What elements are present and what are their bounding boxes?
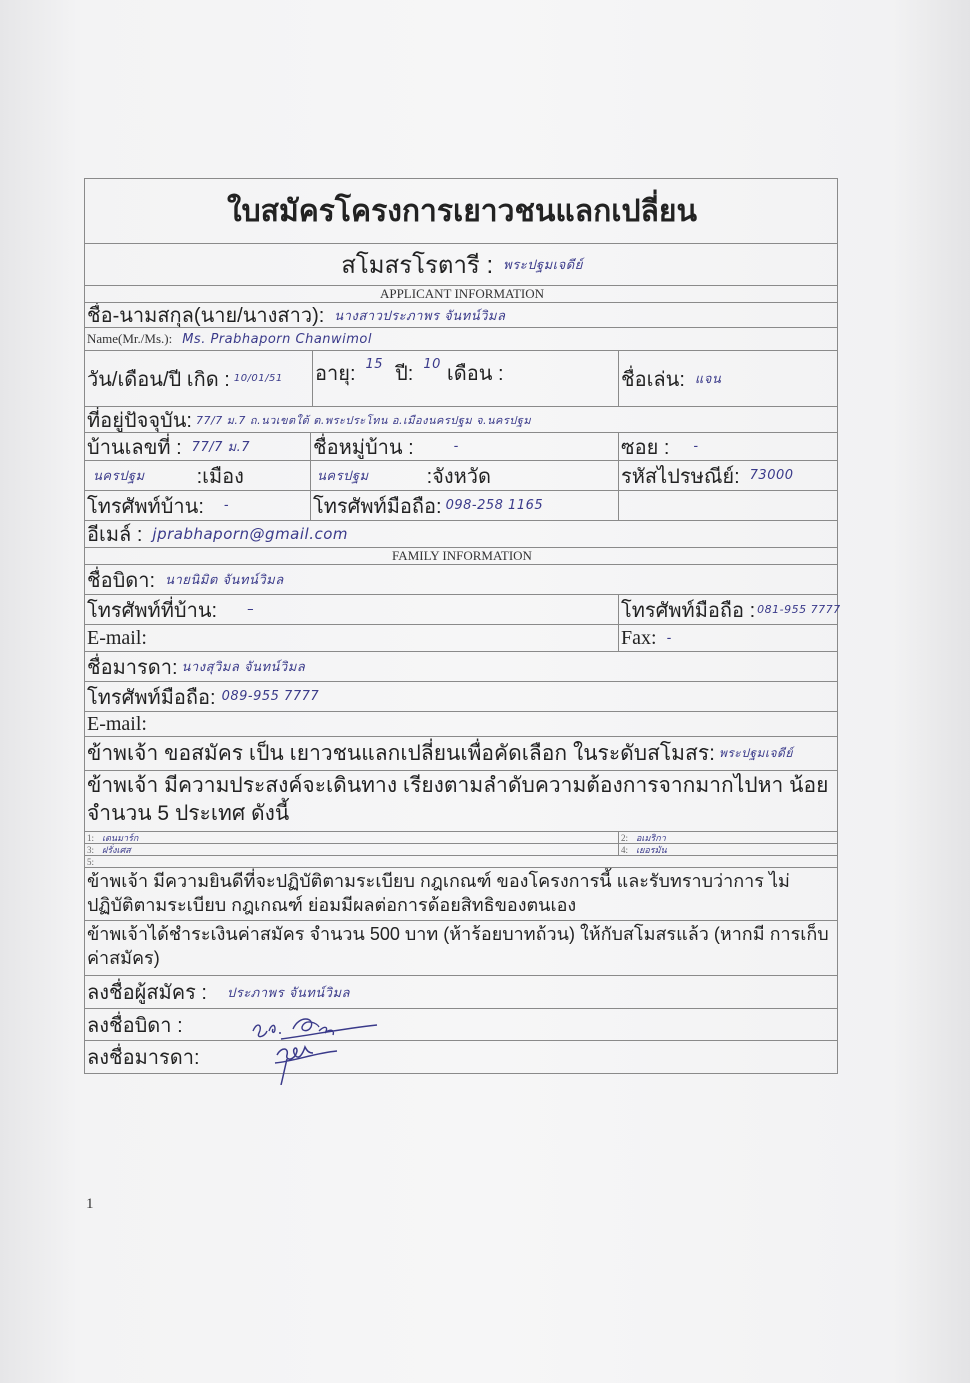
district-label: :เมือง	[196, 465, 244, 488]
house-no-value[interactable]: 77/7 ม.7	[191, 440, 250, 455]
country-3-value[interactable]: ฝรั่งเศส	[102, 845, 131, 855]
name-en-row	[85, 327, 837, 350]
apply-row	[85, 736, 837, 770]
postcode-value[interactable]: 73000	[749, 468, 794, 483]
address-value[interactable]: 77/7 ม.7 ถ.นวเขตใต้ ต.พระประโทน อ.เมืองนครปฐม จ.นครปฐม	[195, 413, 532, 427]
club-value[interactable]: พระปฐมเจดีย์	[503, 258, 583, 273]
father-home-phone-value[interactable]: –	[247, 602, 255, 617]
mother-mobile-label: โทรศัพท์มือถือ:	[87, 686, 216, 709]
email-label: อีเมล์ :	[87, 524, 143, 546]
father-email-label: E-mail:	[87, 626, 147, 649]
country-5-num: 5:	[87, 856, 95, 867]
father-email-row	[85, 624, 837, 651]
email-value[interactable]: jprabhaporn@gmail.com	[152, 525, 349, 543]
mother-signature[interactable]	[265, 1035, 365, 1085]
nickname-label: ชื่อเล่น:	[621, 368, 685, 391]
month-label: เดือน :	[446, 363, 504, 385]
mother-email-row	[85, 711, 837, 736]
district-value[interactable]: นครปฐม	[93, 469, 145, 484]
applicant-section-title: APPLICANT INFORMATION	[379, 286, 545, 301]
father-phone-row	[85, 594, 841, 624]
sign-applicant-value[interactable]: ประภาพร จันทน์วิมล	[226, 985, 351, 1001]
apply-club-value[interactable]: พระปฐมเจดีย์	[718, 746, 793, 760]
name-th-row	[85, 302, 837, 327]
countries-statement-row	[85, 770, 837, 831]
village-value[interactable]: -	[453, 439, 459, 454]
province-value[interactable]: นครปฐม	[317, 469, 369, 484]
club-row	[85, 243, 837, 285]
father-mobile-value[interactable]: 081-955 7777	[757, 603, 841, 616]
father-fax-label: Fax:	[621, 626, 657, 649]
age-value[interactable]: 15	[365, 357, 384, 372]
name-en-label: Name(Mr./Ms.):	[87, 331, 173, 346]
family-section-header	[85, 547, 837, 564]
email-row	[85, 520, 837, 547]
family-section-title: FAMILY INFORMATION	[392, 548, 532, 563]
age-label: อายุ:	[315, 363, 356, 385]
sign-applicant-row	[85, 975, 837, 1008]
nickname-value[interactable]: แจน	[694, 372, 722, 387]
fee-statement: ข้าพเจ้าได้ชำระเงินค่าสมัคร จำนวน 500 บาท (ห้าร้อยบาทถ้วน) ให้กับสโมสรแล้ว (หากมี การเก็บค่าสมัคร)	[87, 924, 829, 968]
mother-value[interactable]: นางสุวิมล จันทน์วิมล	[181, 660, 306, 675]
country-1-num: 1:	[87, 832, 95, 843]
dob-value[interactable]: 10/01/51	[233, 373, 283, 384]
father-home-phone-label: โทรศัพท์ที่บ้าน:	[87, 599, 218, 622]
application-form	[84, 178, 841, 1074]
form-title-row	[85, 178, 837, 243]
sign-mother-row	[85, 1040, 837, 1074]
country-row-2	[85, 843, 837, 855]
home-phone-value[interactable]: -	[223, 498, 230, 513]
country-2-num: 2:	[621, 832, 629, 843]
mother-phone-row	[85, 681, 837, 711]
mother-label: ชื่อมารดา:	[87, 656, 178, 679]
club-label: สโมสรโรตารี :	[341, 252, 494, 279]
soi-value[interactable]: -	[693, 439, 699, 454]
sign-applicant-label: ลงชื่อผู้สมัคร :	[87, 982, 207, 1004]
mobile-label: โทรศัพท์มือถือ:	[313, 495, 442, 518]
fee-row	[85, 920, 837, 975]
mother-mobile-value[interactable]: 089-955 7777	[221, 689, 320, 704]
father-fax-value[interactable]: -	[666, 630, 672, 646]
year-label: ปี:	[395, 363, 414, 385]
country-1-value[interactable]: เดนมาร์ก	[102, 833, 139, 843]
father-value[interactable]: นายนิมิต จันทน์วิมล	[165, 573, 284, 588]
postcode-label: รหัสไปรษณีย์:	[621, 465, 740, 488]
applicant-section-header	[85, 285, 837, 302]
mother-row	[85, 651, 837, 681]
sign-mother-label: ลงชื่อมารดา:	[87, 1047, 200, 1069]
mother-email-label: E-mail:	[87, 712, 147, 735]
country-3-num: 3:	[87, 844, 95, 855]
country-4-value[interactable]: เยอรมัน	[636, 845, 667, 855]
district-row	[85, 460, 837, 490]
country-4-num: 4:	[621, 844, 629, 855]
sign-father-label: ลงชื่อบิดา :	[87, 1014, 183, 1037]
house-row	[85, 432, 837, 460]
dob-label: วัน/เดือน/ปี เกิด :	[87, 368, 230, 391]
province-label: :จังหวัด	[426, 465, 492, 488]
home-phone-label: โทรศัพท์บ้าน:	[87, 495, 204, 518]
father-mobile-label: โทรศัพท์มือถือ :	[621, 599, 756, 622]
name-th-label: ชื่อ-นามสกุล(นาย/นางสาว):	[87, 305, 325, 327]
rules-statement: ข้าพเจ้า มีความยินดีที่จะปฏิบัติตามระเบียบ กฎเกณฑ์ ของโครงการนี้ และรับทราบว่าการ ไม่ปฏิบัติตามระเบียบ กฎเกณฑ์ ย่อมมีผลต่อการด้อยสิทธิของตนเอง	[87, 871, 790, 915]
mobile-value[interactable]: 098-258 1165	[445, 498, 544, 513]
father-row	[85, 564, 837, 594]
soi-label: ซอย :	[621, 436, 670, 459]
father-label: ชื่อบิดา:	[87, 569, 156, 592]
countries-statement: ข้าพเจ้า มีความประสงค์จะเดินทาง เรียงตามลำดับความต้องการจากมากไปหา น้อย จำนวน 5 ประเทศ ดังนี้	[87, 774, 829, 825]
sign-father-row	[85, 1008, 837, 1040]
name-th-value[interactable]: นางสาวประภาพร จันทน์วิมล	[334, 308, 506, 324]
form-title: ใบสมัครโครงการเยาวชนแลกเปลี่ยน	[226, 194, 698, 228]
house-no-label: บ้านเลขที่ :	[87, 436, 182, 459]
birth-row	[85, 350, 837, 406]
month-value[interactable]: 10	[423, 357, 441, 372]
country-2-value[interactable]: อเมริกา	[636, 833, 666, 843]
address-row	[85, 406, 837, 432]
address-label: ที่อยู่ปัจจุบัน:	[87, 409, 192, 432]
phone-row	[85, 490, 837, 520]
village-label: ชื่อหมู่บ้าน :	[313, 436, 414, 459]
page-number: 1	[86, 1196, 94, 1212]
name-en-value[interactable]: Ms. Prabhaporn Chanwimol	[182, 331, 372, 347]
rules-row	[85, 867, 837, 920]
country-row-1	[85, 831, 837, 843]
country-row-3	[85, 855, 837, 867]
apply-statement: ข้าพเจ้า ขอสมัคร เป็น เยาวชนแลกเปลี่ยนเพื่อคัดเลือก ในระดับสโมสร:	[87, 742, 715, 765]
